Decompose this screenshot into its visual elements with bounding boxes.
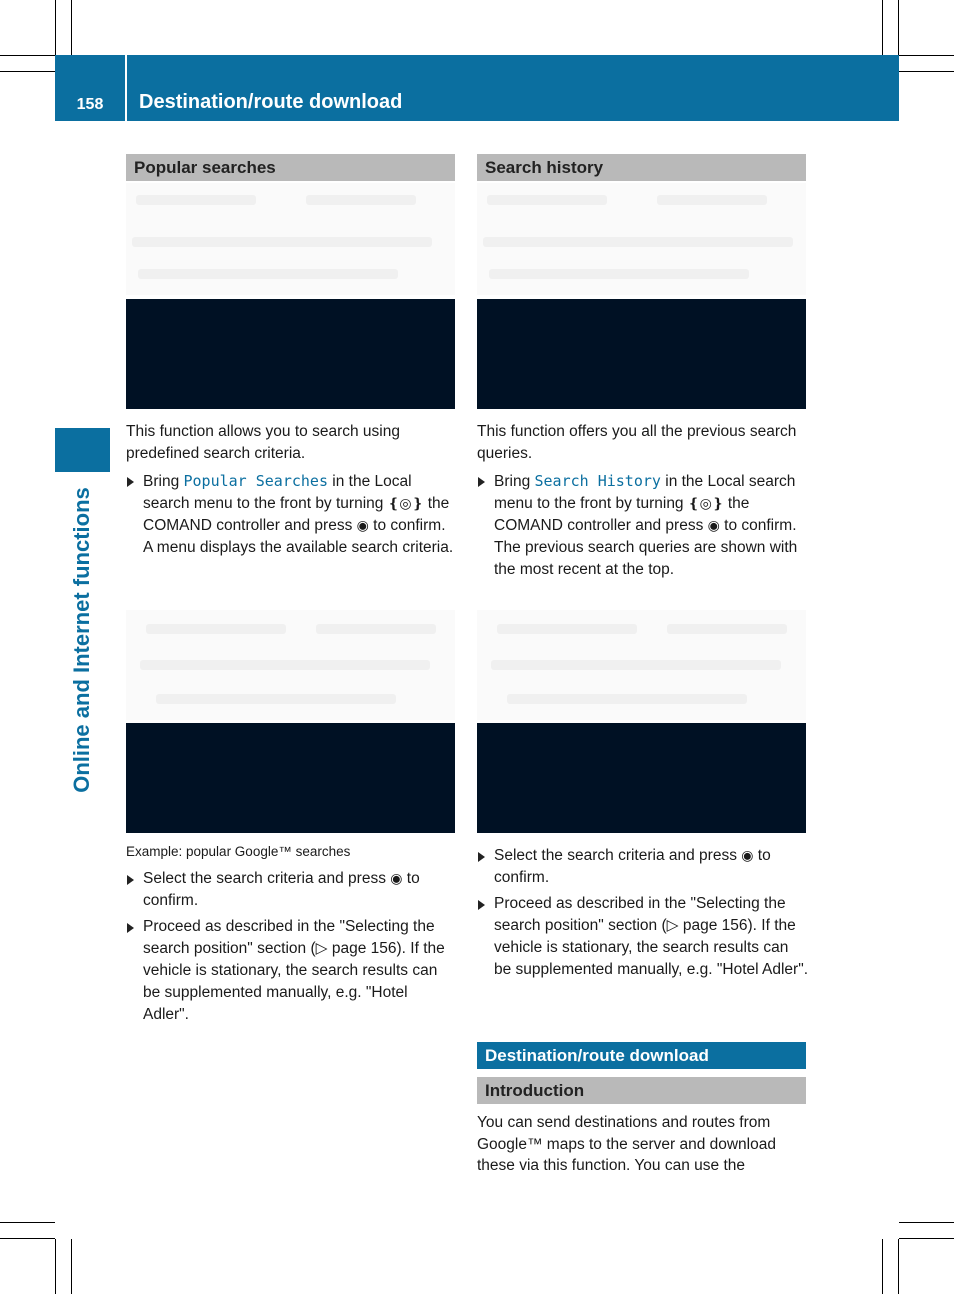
turn-controller-icon: ❴◎❵ [387, 496, 424, 512]
step-text: Bring [494, 473, 535, 490]
menu-item-popular-searches: Popular Searches [183, 472, 328, 490]
crop-mark [71, 0, 72, 55]
figure-caption: Example: popular Google™ searches [126, 844, 351, 859]
section-title-introduction: Introduction [477, 1077, 806, 1104]
screenshot-search-history [477, 299, 806, 409]
press-controller-icon: ◉ [741, 848, 754, 864]
crop-mark [0, 1238, 55, 1239]
press-controller-icon: ◉ [707, 518, 720, 534]
press-controller-icon: ◉ [390, 871, 403, 887]
side-tab-marker [55, 428, 110, 472]
section-title-popular-searches: Popular searches [126, 154, 455, 181]
crop-mark [882, 1239, 883, 1294]
step-text: in the Local search menu to the front by turning [143, 473, 412, 512]
instruction-step [477, 845, 806, 889]
intro-text: This function allows you to search using predefined search criteria. [126, 423, 400, 462]
step-text: Bring [143, 473, 184, 490]
step-text: to confirm. [719, 517, 797, 534]
screenshot-top-blurred [477, 610, 806, 720]
arrow-icon [478, 900, 485, 910]
instruction-step [126, 470, 455, 559]
step-text: Proceed as described in the "Selecting the search position" section (▷ page 156). If the vehicle is stationary, the search results can be supplemented manually, e.g. "Hotel Adler". [143, 918, 445, 1023]
menu-item-search-history: Search History [534, 472, 661, 490]
screenshot-top-blurred [477, 183, 806, 295]
step-text: to confirm. [494, 847, 771, 886]
step-text: in the Local search menu to the front by turning [494, 473, 796, 512]
screenshot-search-queries [477, 723, 806, 833]
screenshot-top-blurred [126, 183, 455, 295]
page-title: Destination/route download [139, 91, 403, 113]
crop-mark [899, 55, 954, 56]
screenshot-popular-searches [126, 299, 455, 409]
crop-mark [898, 0, 899, 55]
step-text: Select the search criteria and press [494, 847, 742, 864]
crop-mark [882, 0, 883, 55]
arrow-icon [478, 852, 485, 862]
crop-mark [899, 1222, 954, 1223]
step-text: to confirm. [143, 870, 420, 909]
step-result: The previous search queries are shown with the most recent at the top. [494, 539, 798, 578]
side-tab-label: Online and Internet functions [69, 487, 94, 793]
step-text: Proceed as described in the "Selecting the search position" section (▷ page 156). If the vehicle is stationary, the search results can be supplemented manually, e.g. "Hotel Adler". [494, 895, 809, 978]
instruction-step [477, 470, 809, 581]
section-title-destination-route-download: Destination/route download [477, 1042, 806, 1069]
screenshot-google-searches [126, 723, 455, 833]
arrow-icon [478, 477, 485, 487]
arrow-icon [127, 477, 134, 487]
crop-mark [899, 71, 954, 72]
page-number: 158 [76, 96, 104, 113]
crop-mark [0, 1222, 55, 1223]
step-text: to confirm. [368, 517, 446, 534]
crop-mark [71, 1239, 72, 1294]
arrow-icon [127, 875, 134, 885]
crop-mark [55, 0, 56, 55]
instruction-step [126, 868, 455, 912]
intro-text: This function offers you all the previous search queries. [477, 423, 797, 462]
press-controller-icon: ◉ [356, 518, 369, 534]
intro-text: You can send destinations and routes from Google™ maps to the server and download these via this function. You can use the [477, 1114, 776, 1174]
section-title-search-history: Search history [477, 154, 806, 181]
crop-mark [0, 55, 55, 56]
instruction-step [126, 916, 455, 1026]
crop-mark [0, 71, 55, 72]
header-divider [125, 55, 127, 121]
step-result: A menu displays the available search criteria. [143, 539, 454, 556]
step-text: the COMAND controller and press [494, 495, 750, 534]
arrow-icon [127, 923, 134, 933]
crop-mark [898, 1239, 899, 1294]
turn-controller-icon: ❴◎❵ [687, 496, 724, 512]
screenshot-top-blurred [126, 610, 455, 720]
step-text: Select the search criteria and press [143, 870, 391, 887]
step-text: the COMAND controller and press [143, 495, 450, 534]
page-header [55, 55, 899, 121]
crop-mark [55, 1239, 56, 1294]
instruction-step [477, 893, 809, 981]
crop-mark [899, 1238, 954, 1239]
